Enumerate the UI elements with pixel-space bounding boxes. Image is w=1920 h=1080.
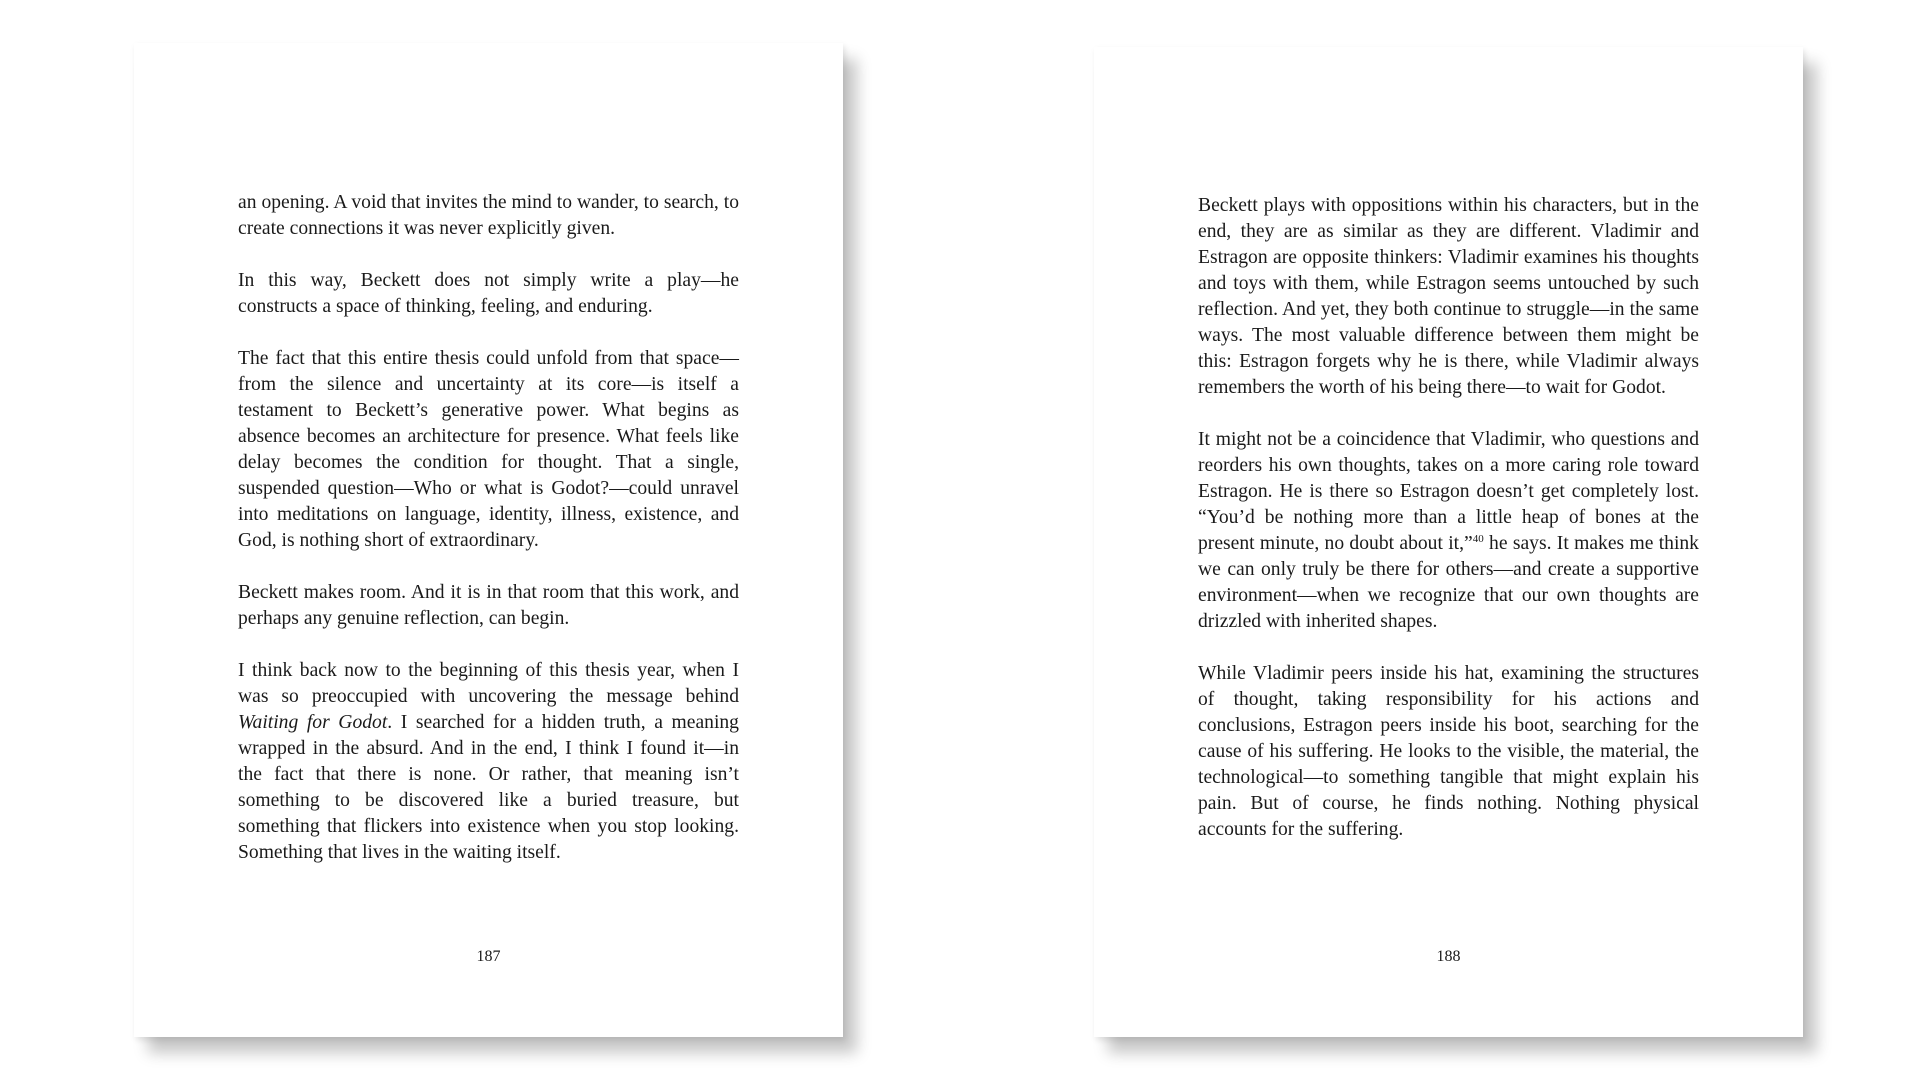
paragraph: an opening. A void that invites the mind to wander, to search, to create connections it was never explicitly given.	[238, 192, 739, 239]
paragraph: While Vladimir peers inside his hat, examining the structures of thought, taking responsibility for his actions and conclusions, Estragon peers inside his boot, searching for the cause of his suffering. He looks to the visible, the material, the technological—to something tangible that might explain his pain. But of course, he finds nothing. Nothing physical accounts for the suffering.	[1198, 663, 1699, 840]
footnote-reference: 40	[1472, 533, 1484, 545]
play-title-italic: Waiting for Godot	[238, 712, 388, 733]
left-page-body	[238, 190, 739, 866]
paragraph-final	[238, 658, 739, 866]
paragraph-text: I think back now to the beginning of this thesis year, when I was so preoccupied with uncovering the message behind	[238, 660, 739, 707]
paragraph: Beckett plays with oppositions within his characters, but in the end, they are as similar as they are different. Vladimir and Estragon are opposite thinkers: Vladimir examines his thoughts and toys with them, while Estragon seems untouched by such reflection. And yet, they both continue to struggle—in the same ways. The most valuable difference between them might be this: Estragon forgets why he is there, while Vladimir always remembers the worth of his being there—to wait for Godot.	[1198, 195, 1699, 398]
paragraph-with-footnote	[1198, 427, 1699, 635]
right-page	[1094, 47, 1803, 1037]
right-page-body	[1198, 193, 1699, 843]
paragraph: The fact that this entire thesis could unfold from that space—from the silence and uncertainty at its core—is itself a testament to Beckett’s generative power. What begins as absence becomes an architecture for presence. What feels like delay becomes the condition for thought. That a single, suspended question—Who or what is Godot?—could unravel into meditations on language, identity, illness, existence, and God, is nothing short of extraordinary.	[238, 348, 739, 551]
page-number: 187	[476, 948, 501, 965]
page-number: 188	[1436, 948, 1461, 965]
paragraph-text: It might not be a coincidence that Vladimir, who questions and reorders his own thoughts, takes on a more caring role toward Estragon. He is there so Estragon doesn’t get completely lost. “You’d be nothing more than a little heap of bones at the present minute, no doubt about it,”	[1198, 429, 1699, 554]
paragraph: Beckett makes room. And it is in that room that this work, and perhaps any genuine reflection, can begin.	[238, 582, 739, 629]
paragraph-text: he says. It makes me think we can only truly be there for others—and create a supportive environment—when we recognize that our own thoughts are drizzled with inherited shapes.	[1198, 533, 1699, 632]
left-page	[134, 43, 843, 1037]
paragraph-text: . I searched for a hidden truth, a meaning wrapped in the absurd. And in the end, I think I found it—in the fact that there is none. Or rather, that meaning isn’t something to be discovered like a buried treasure, but something that flickers into existence when you stop looking. Something that lives in the waiting itself.	[238, 712, 739, 863]
paragraph: In this way, Beckett does not simply write a play—he constructs a space of thinking, feeling, and enduring.	[238, 270, 739, 317]
